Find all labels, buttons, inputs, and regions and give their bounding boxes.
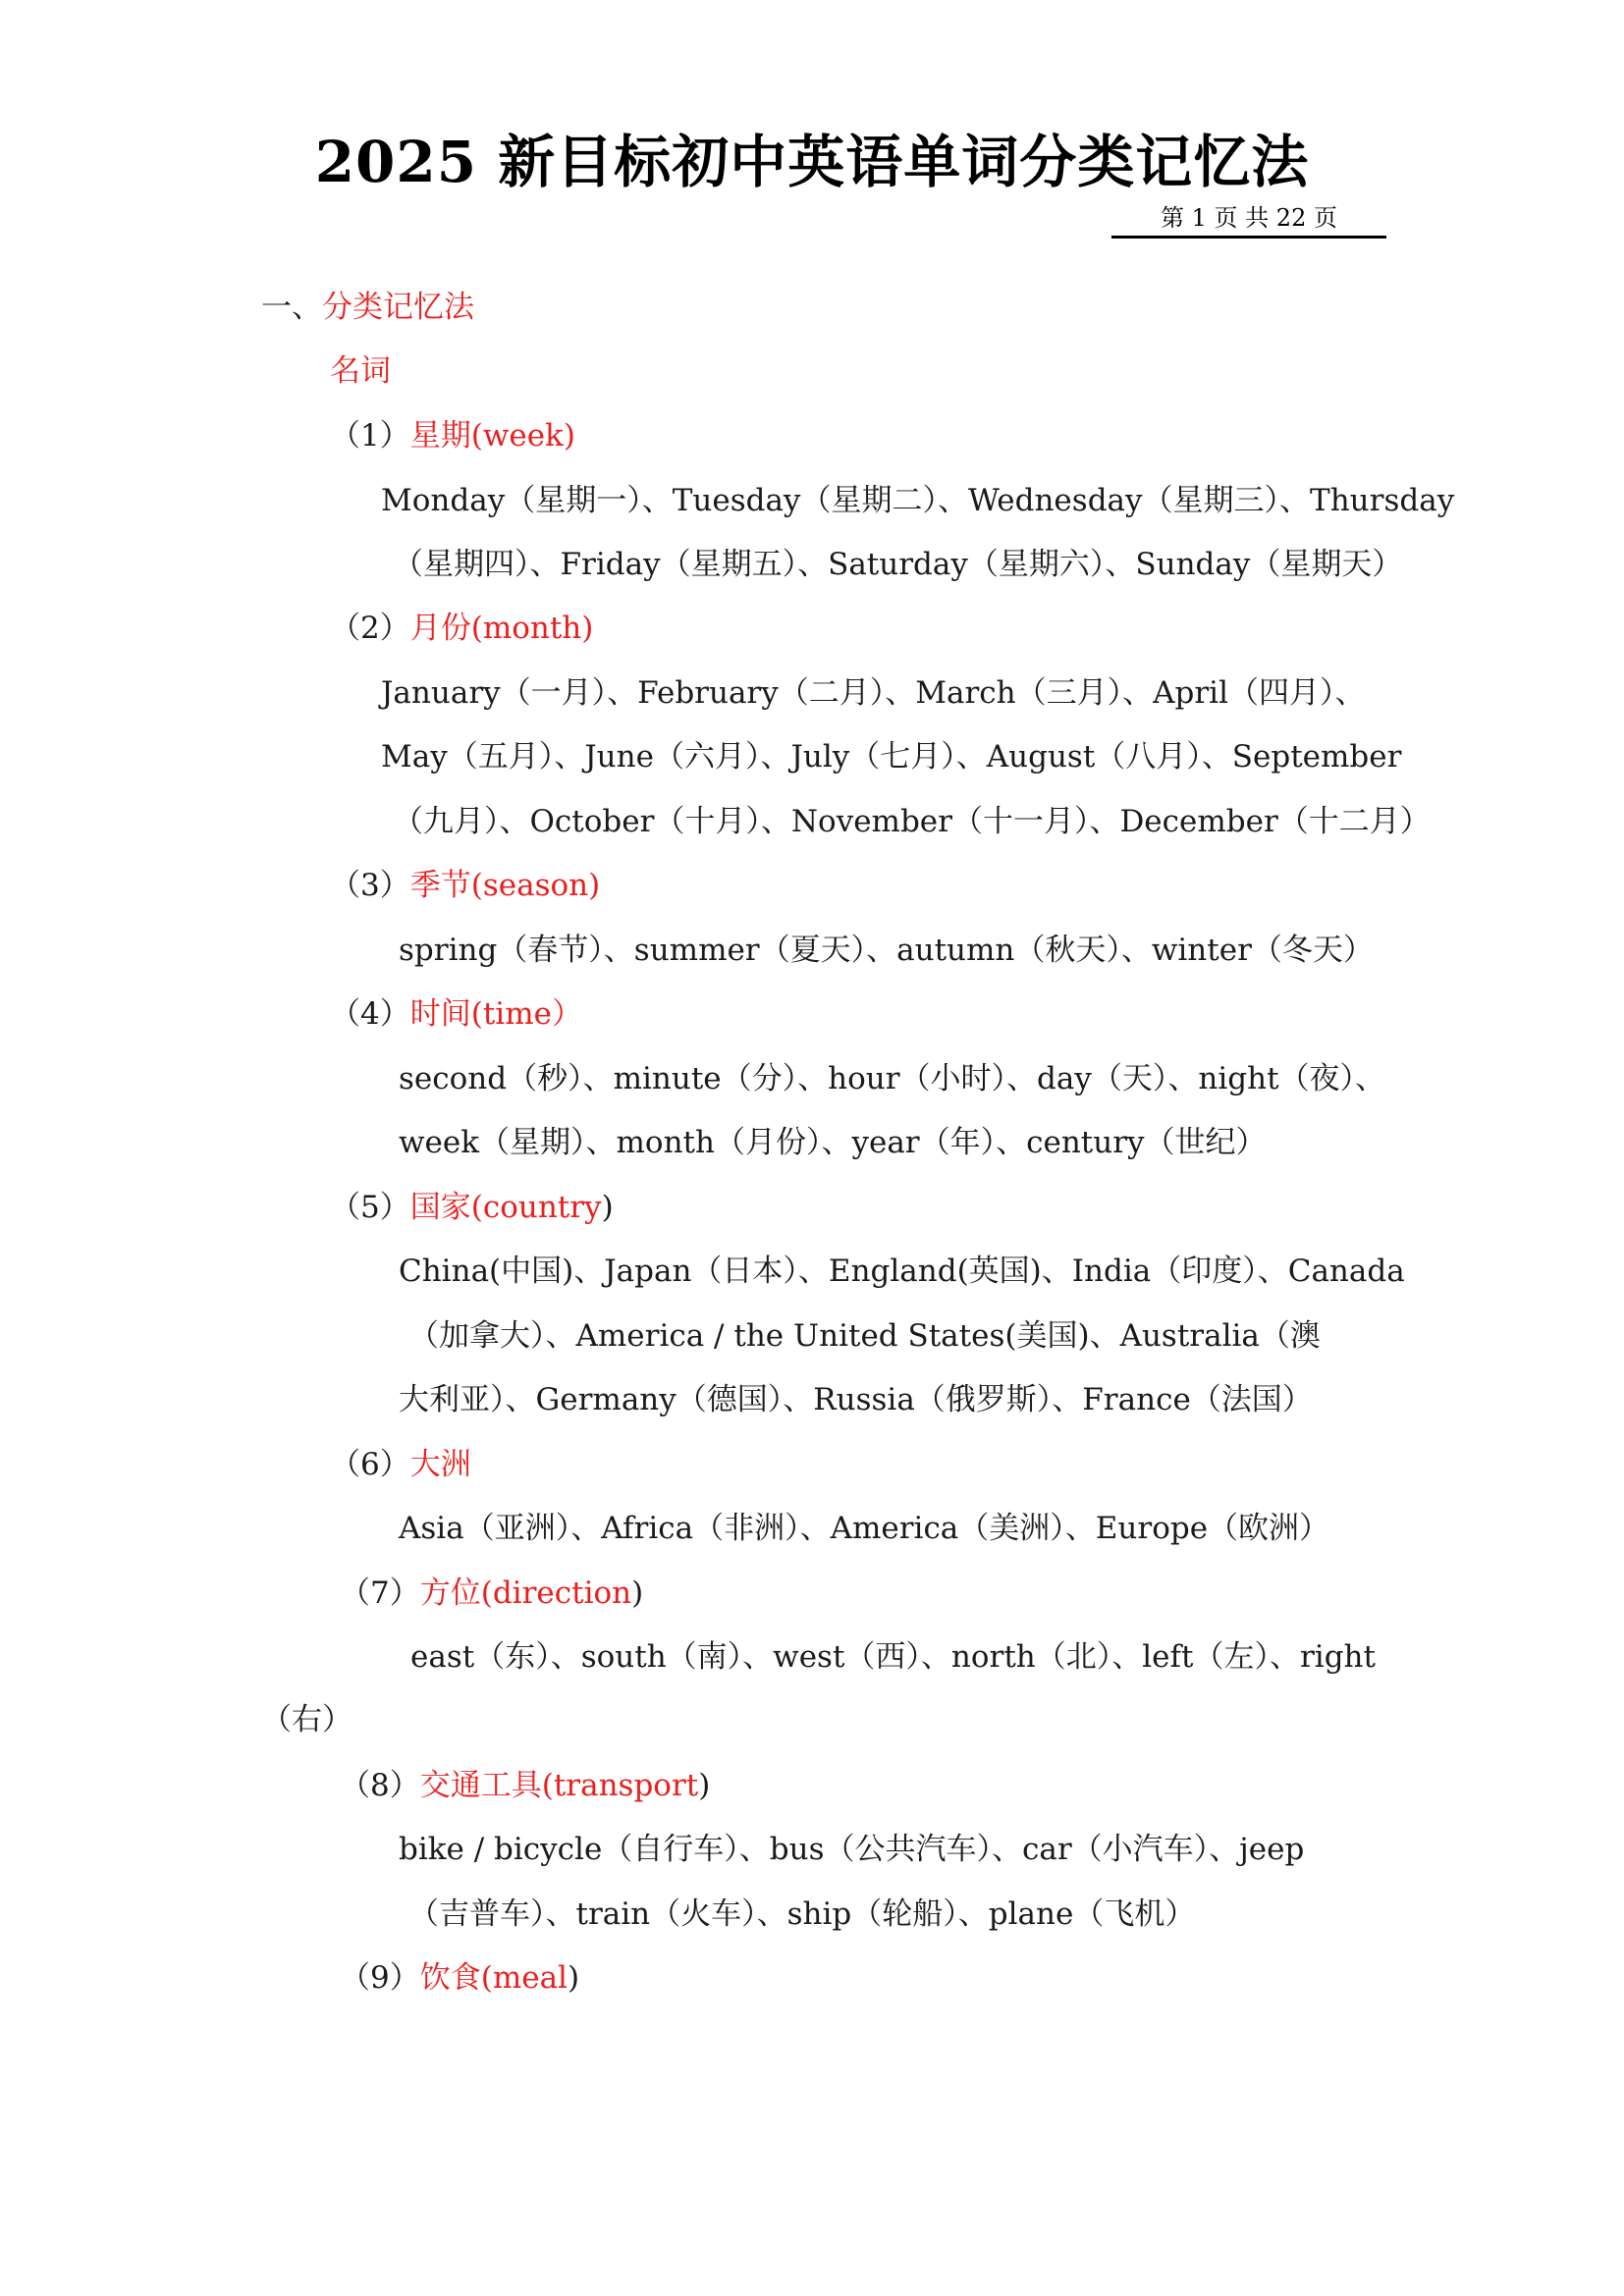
category-line: week（星期）、month（月份）、year（年）、century（世纪） <box>399 1125 1267 1160</box>
category-line: （加拿大）、America / the United States(美国)、Australia（澳 <box>408 1318 1321 1354</box>
category-heading <box>340 1574 643 1613</box>
category-line: （右） <box>261 1702 352 1737</box>
category-name: 时间(time） <box>409 996 582 1032</box>
category-heading <box>330 994 582 1034</box>
section-title: 分类记忆法 <box>322 290 474 325</box>
category-heading <box>330 866 600 905</box>
category-line: China(中国)、Japan（日本）、England(英国)、India（印度）、Canada <box>399 1254 1405 1289</box>
category-heading <box>330 1188 614 1227</box>
category-name: 交通工具(transport <box>419 1768 699 1803</box>
category-close: ) <box>631 1575 644 1611</box>
category-name: 方位(direction <box>419 1575 632 1611</box>
category-name: 国家(country <box>409 1190 602 1225</box>
category-number: （6） <box>330 1447 410 1482</box>
category-heading <box>330 1445 471 1484</box>
category-number: （5） <box>330 1190 410 1225</box>
section-subtitle: 名词 <box>330 353 391 389</box>
category-line: bike / bicycle（自行车）、bus（公共汽车）、car（小汽车）、jeep <box>399 1832 1305 1867</box>
category-line: （星期四）、Friday（星期五）、Saturday（星期六）、Sunday（星期天） <box>393 547 1403 582</box>
page-indicator: 第 1 页 共 22 页 <box>1111 200 1386 239</box>
category-line: east（东）、south（南）、west（西）、north（北）、left（左）、right <box>410 1639 1376 1675</box>
category-line: Monday（星期一）、Tuesday（星期二）、Wednesday（星期三）、Thursday <box>381 483 1455 518</box>
category-number: （8） <box>340 1768 420 1803</box>
category-heading <box>340 1958 579 1998</box>
category-heading <box>330 609 593 648</box>
category-number: （9） <box>340 1960 420 1996</box>
category-line: January（一月）、February（二月）、March（三月）、April（四月）、 <box>381 675 1366 711</box>
document-title: 2025 新目标初中英语单词分类记忆法 <box>314 129 1310 195</box>
category-number: （3） <box>330 868 410 903</box>
category-line: second（秒）、minute（分）、hour（小时）、day（天）、night（夜）、 <box>399 1061 1386 1096</box>
category-heading <box>330 416 575 455</box>
category-heading <box>340 1766 710 1805</box>
category-line: （九月）、October（十月）、November（十一月）、December（十二月） <box>393 804 1431 839</box>
category-name: 星期(week) <box>409 418 575 454</box>
category-name: 饮食(meal <box>419 1960 568 1996</box>
section-marker: 一、 <box>261 290 322 325</box>
category-line: 大利亚）、Germany（德国）、Russia（俄罗斯）、France（法国） <box>399 1382 1313 1417</box>
category-close: ) <box>567 1960 580 1996</box>
category-name: 大洲 <box>409 1447 471 1482</box>
section-heading <box>261 288 474 327</box>
category-name: 季节(season) <box>409 868 601 903</box>
category-number: （2） <box>330 611 410 646</box>
category-line: （吉普车）、train（火车）、ship（轮船）、plane（飞机） <box>408 1896 1196 1932</box>
category-number: （1） <box>330 418 410 454</box>
category-line: spring（春节）、summer（夏天）、autumn（秋天）、winter（冬天） <box>399 933 1374 968</box>
category-close: ) <box>698 1768 711 1803</box>
category-number: （4） <box>330 996 410 1032</box>
category-number: （7） <box>340 1575 420 1611</box>
category-name: 月份(month) <box>409 611 594 646</box>
category-close: ) <box>601 1190 614 1225</box>
category-line: May（五月）、June（六月）、July（七月）、August（八月）、September <box>381 739 1402 774</box>
category-line: Asia（亚洲）、Africa（非洲）、America（美洲）、Europe（欧洲） <box>399 1511 1330 1546</box>
